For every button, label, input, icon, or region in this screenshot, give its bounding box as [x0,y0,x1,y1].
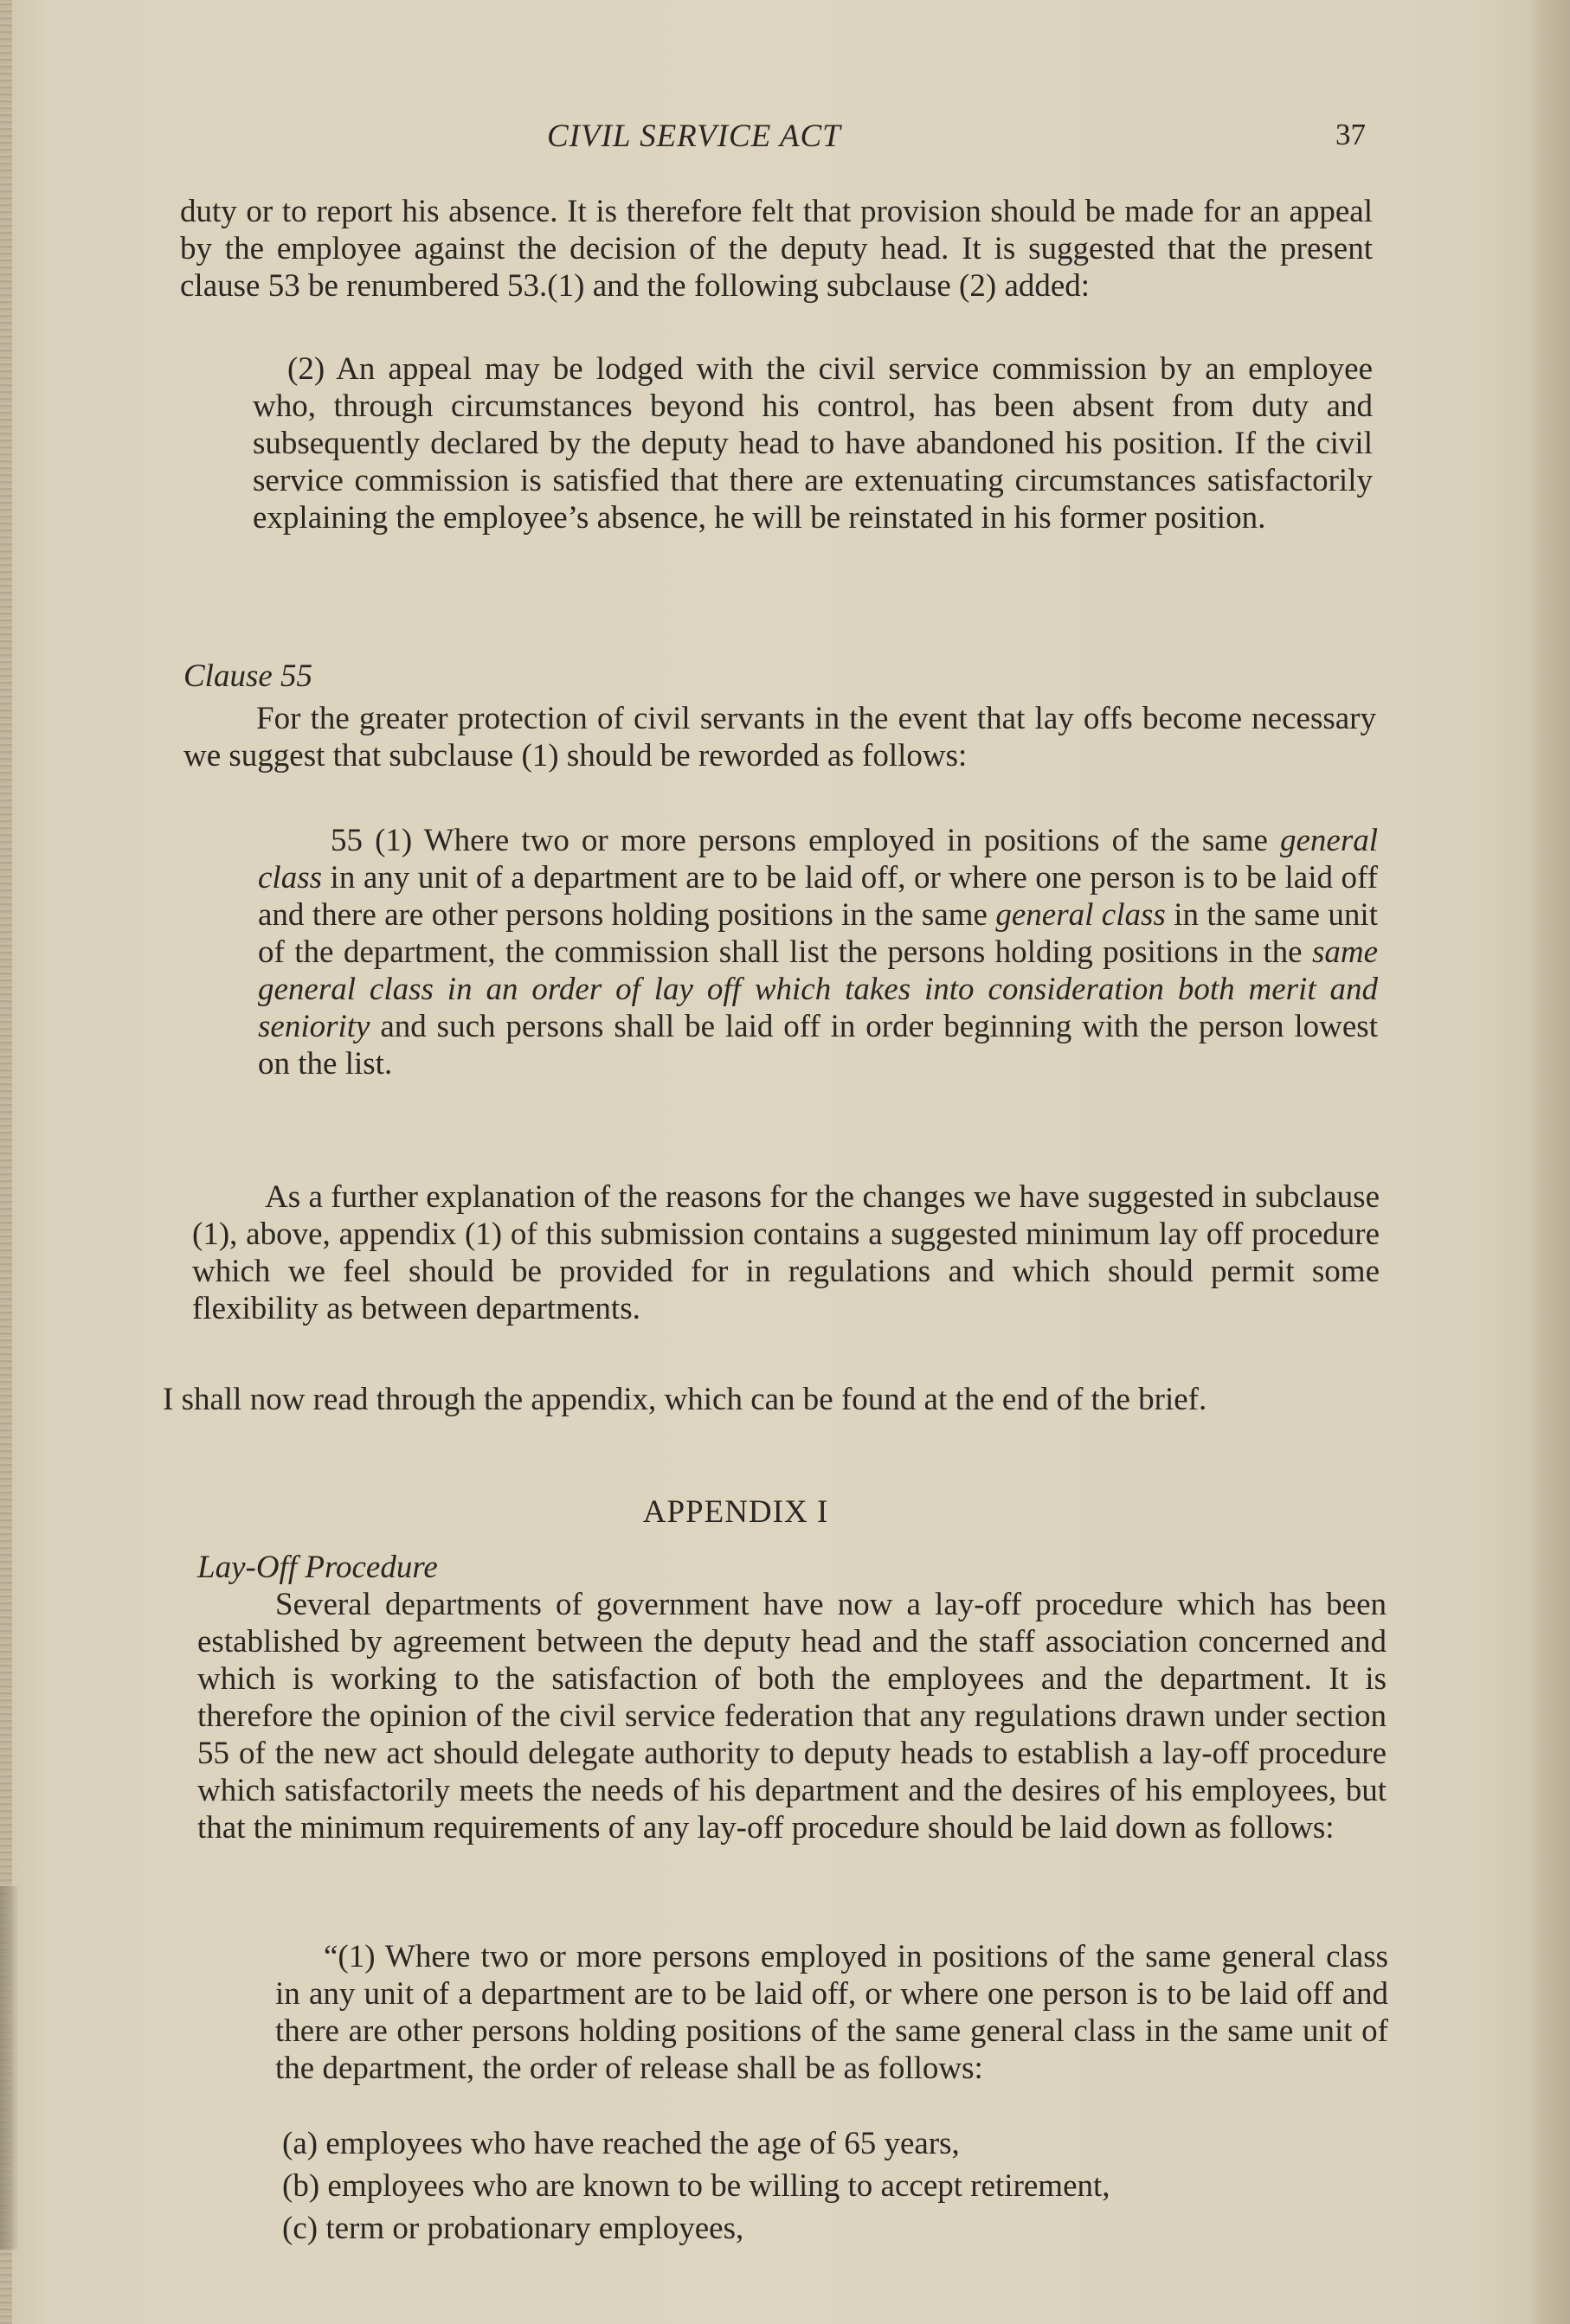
list-item: (b) employees who are known to be willing to accept retirement, [282,2168,1110,2204]
emphasis-text: general class [995,897,1166,933]
appendix-title [0,1493,1471,1531]
paragraph-text: I shall now read through the appendix, which can be found at the end of the brief. [163,1382,1207,1417]
appendix-body [197,1549,1387,1846]
clause-55-section [183,658,1376,774]
release-order-list [282,2125,1390,2247]
running-title: CIVIL SERVICE ACT [547,119,841,154]
emphasis-text: general class [258,823,1378,896]
quoted-clause-text [258,822,1378,1082]
paragraph-read-through [90,1381,1381,1418]
page-number: 37 [1335,118,1366,151]
emphasis-text: same general class in an order of lay off which takes into consideration both merit and seniority [258,934,1378,1044]
paragraph-text: As a further explanation of the reasons for the changes we have suggested in subclause (1), above, appendix (1) of this submission contains a suggested minimum lay off procedure which we feel should be provided for in regulations and which should permit some flexibility as between departments. [192,1179,1380,1326]
quote-text: in any unit of a department are to be laid off, or where one person is to be laid off and there are other persons holding positions in the same [258,860,1378,933]
page-edge-shadow [1530,0,1570,2324]
binding-shadow [0,1886,19,2250]
list-item: (a) employees who have reached the age of 65 years, [282,2126,960,2161]
paragraph-text: (2) An appeal may be lodged with the civil service commission by an employee who, through circumstances beyond his control, has been absent from duty and subsequently declared by the deputy head to have abandoned his position. If the civil service commission is satisfied that there are extenuating circumstances satisfactorily explaining the employee’s absence, he will be reinstated in his former position. [253,351,1373,536]
paragraph-appeal-intro [180,193,1373,305]
quoted-clause-55-1 [258,822,1378,1082]
paragraph-explanation [192,1178,1380,1327]
appendix-rule-1 [275,1938,1388,2087]
running-head [0,118,1570,156]
paragraph-text: “(1) Where two or more persons employed in positions of the same general class in any unit of a department are to be laid off, or where one person is to be laid off and there are other persons holding positions of the same general class in the same unit of the department, the order of release shall be as follows: [275,1939,1388,2086]
quoted-subclause-2 [253,350,1373,536]
appendix-title-text: APPENDIX I [642,1494,829,1530]
quote-text: and such persons shall be laid off in order beginning with the person lowest on the list. [258,1009,1378,1082]
paragraph-text: Several departments of government have now a lay-off procedure which has been established by agreement between the deputy head and the staff association concerned and which is working to the satisfaction of both the employees and the department. It is therefore the opinion of the civil service federation that any regulations drawn under section 55 of the new act should delegate authority to deputy heads to establish a lay-off procedure which satisfactorily meets the needs of his department and the desires of his employees, but that the minimum requirements of any lay-off procedure should be laid down as follows: [197,1587,1387,1846]
quote-text: 55 (1) Where two or more persons employed in positions of the same [331,823,1280,858]
list-item: (c) term or probationary employees, [282,2211,744,2246]
paragraph-text: duty or to report his absence. It is therefore felt that provision should be made for an appeal by the employee against the decision of the deputy head. It is suggested that the present clause 53 be renumbered 53.(1) and the following subclause (2) added: [180,194,1373,304]
section-heading-lay-off: Lay-Off Procedure [197,1550,438,1585]
quote-text: in the same unit of the department, the commission shall list the persons holding positions in the [258,897,1378,970]
section-heading-clause-55: Clause 55 [183,658,313,694]
paragraph-text: For the greater protection of civil servants in the event that lay offs become necessary we suggest that subclause (1) should be reworded as follows: [183,701,1376,774]
